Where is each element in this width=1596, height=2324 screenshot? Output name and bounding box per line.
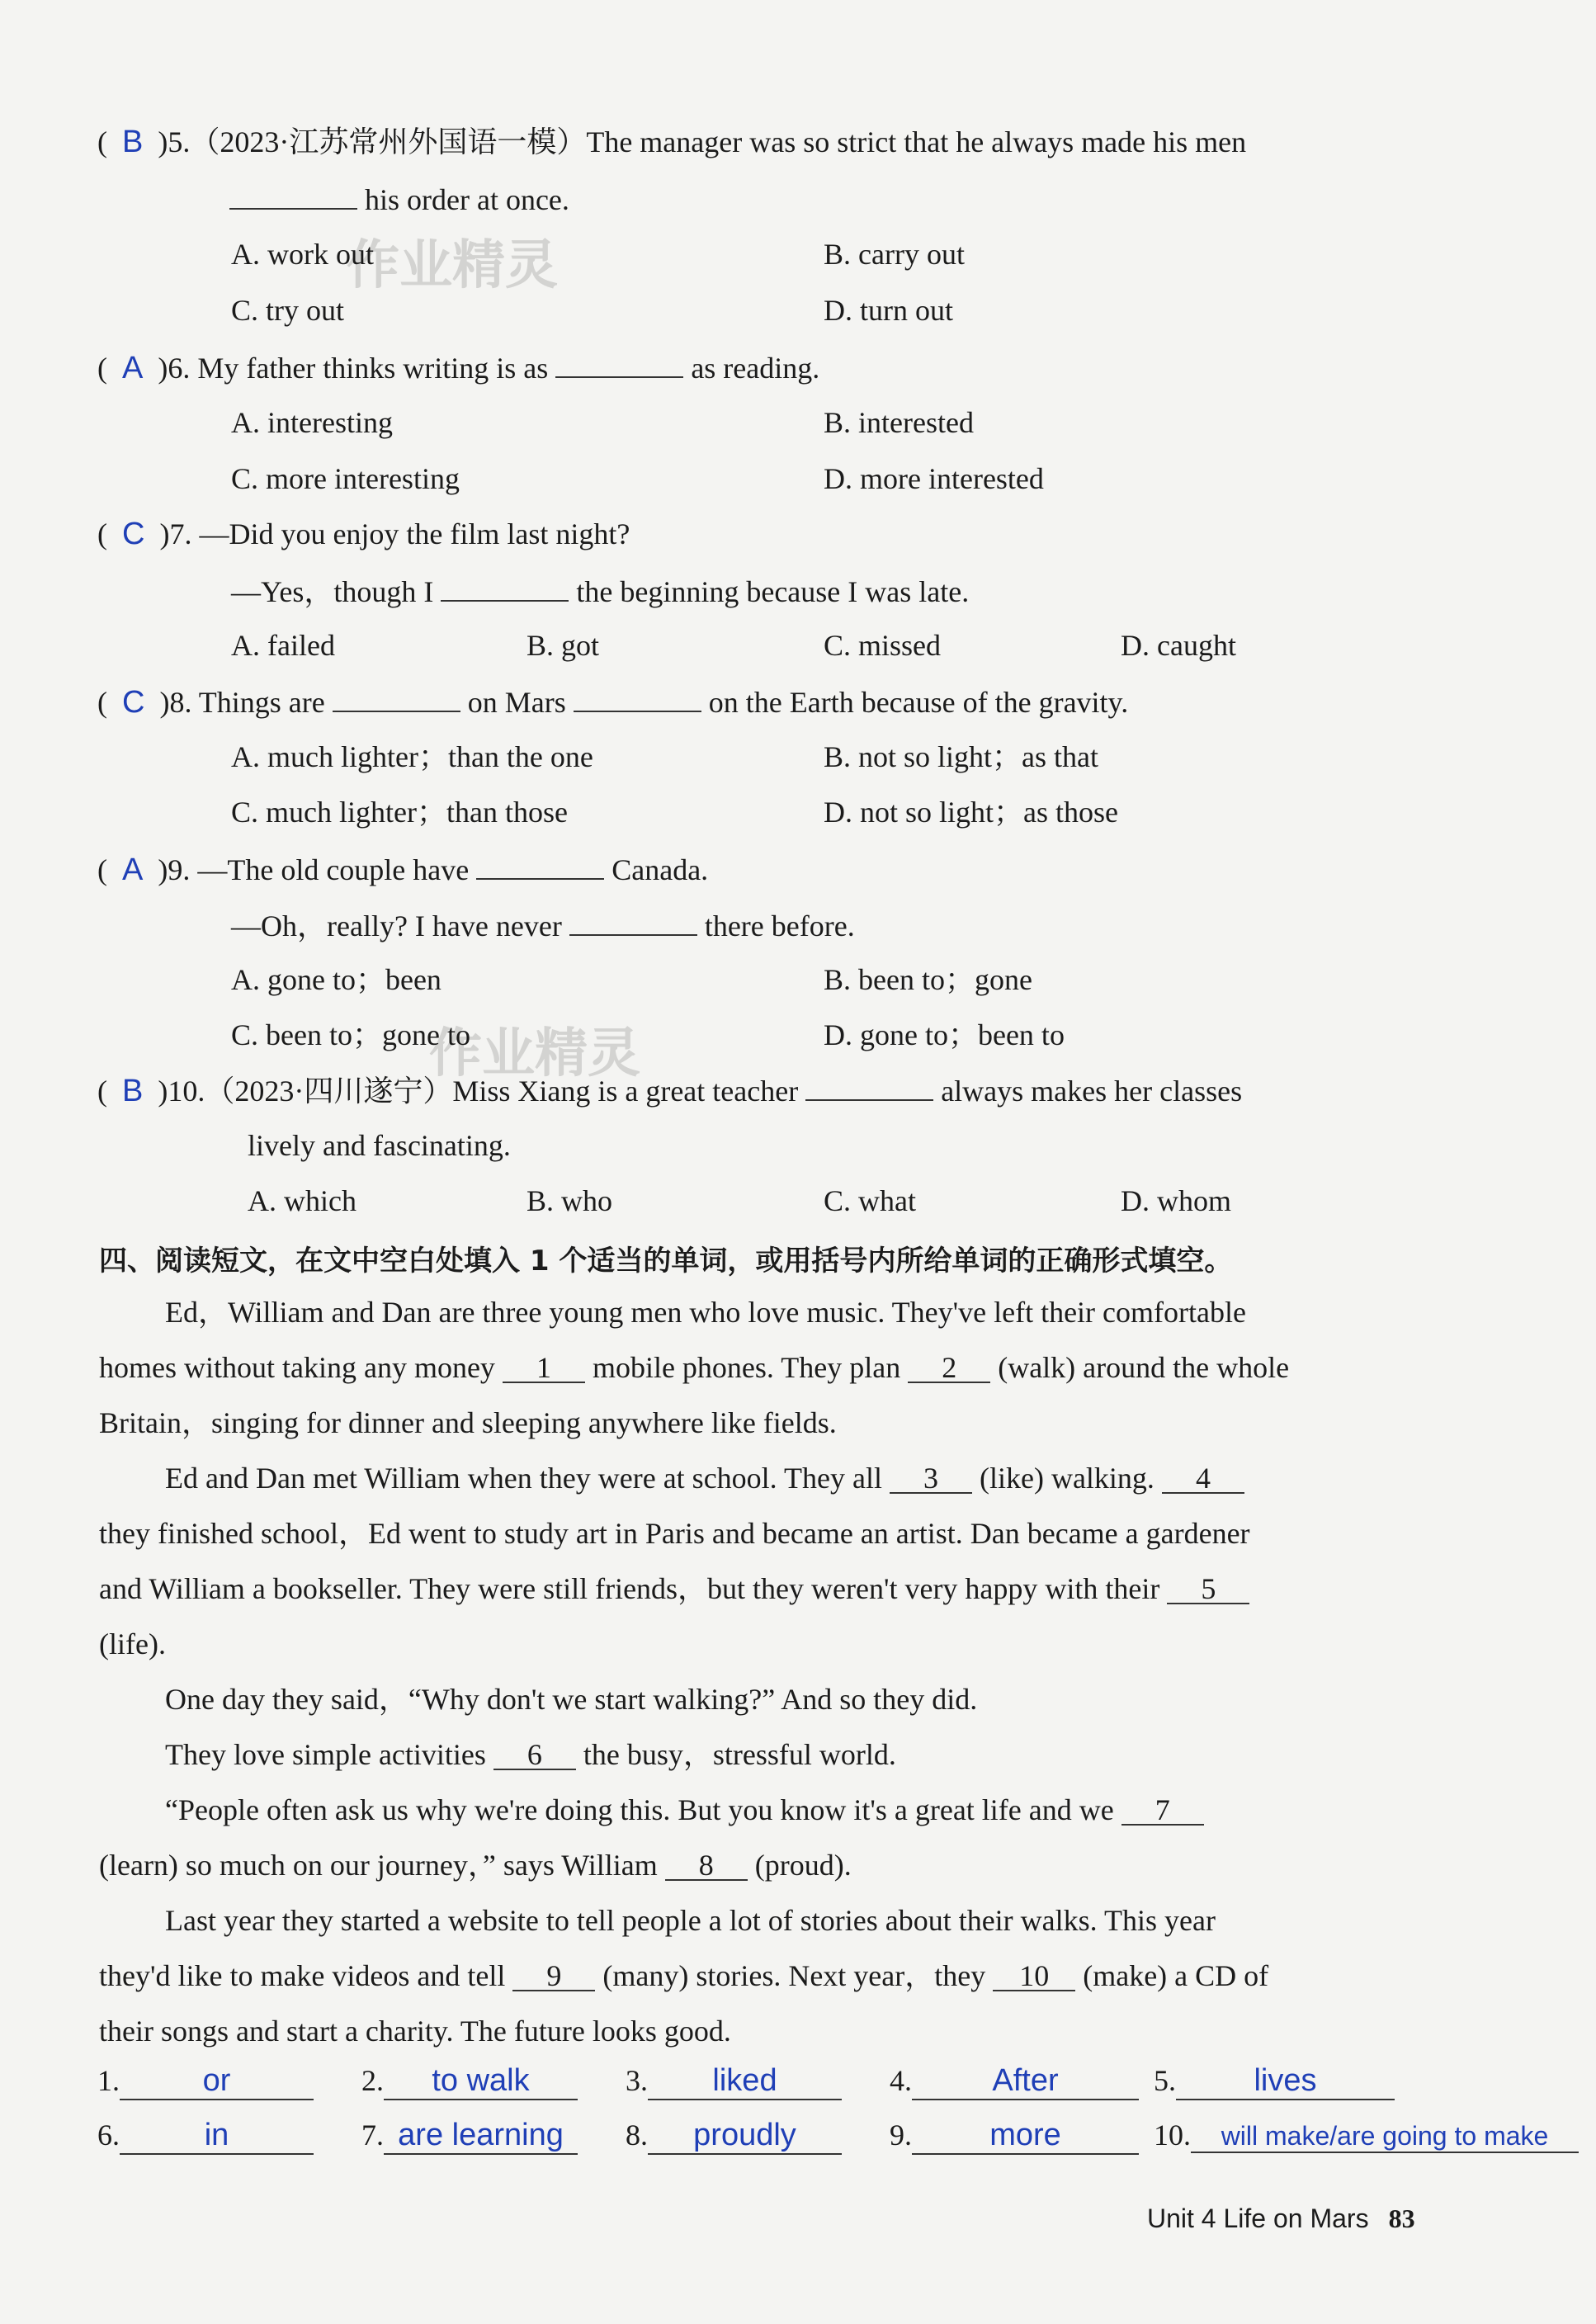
option-c: C. more interesting: [231, 462, 460, 495]
blank: [333, 683, 460, 712]
question-7: ( C )7. —Did you enjoy the film last night?: [97, 517, 630, 551]
answer-9: A: [122, 853, 144, 887]
passage-line: Ed，William and Dan are three young men who love music. They've left their comfortable: [165, 1296, 1246, 1329]
option-b: B. interested: [824, 406, 974, 439]
option-b: B. been to；gone: [824, 963, 1032, 996]
option-d: D. gone to；been to: [824, 1018, 1065, 1051]
question-9: ( A )9. —The old couple have Canada.: [97, 850, 708, 888]
answer-8: C: [122, 685, 145, 720]
watermark: 作业精灵: [347, 235, 558, 296]
option-a: A. which: [248, 1184, 357, 1217]
blank: [555, 348, 683, 378]
option-c: C. try out: [231, 294, 345, 327]
passage-line: (life).: [99, 1627, 166, 1660]
blank: [441, 572, 569, 602]
option-a: A. much lighter；than the one: [231, 740, 593, 773]
watermark: 作业精灵: [429, 1023, 640, 1084]
passage-line: They love simple activities 6 the busy，stressful world.: [165, 1738, 896, 1771]
answer-7: C: [122, 517, 145, 551]
option-b: B. who: [526, 1184, 613, 1217]
option-d: D. not so light；as those: [824, 796, 1118, 829]
blank: [229, 180, 357, 210]
option-a: A. gone to；been: [231, 963, 441, 996]
option-d: D. whom: [1121, 1184, 1231, 1217]
blank: [476, 850, 604, 880]
option-a: A. interesting: [231, 406, 393, 439]
option-d: D. caught: [1121, 629, 1236, 662]
option-b: B. carry out: [824, 238, 965, 271]
blank: [805, 1071, 933, 1101]
passage-line: and William a bookseller. They were still friends，but they weren't very happy with their 5: [99, 1571, 1249, 1607]
passage-line: Britain，singing for dinner and sleeping anywhere like fields.: [99, 1406, 837, 1439]
question-6: ( A )6. My father thinks writing is as as reading.: [97, 348, 819, 386]
passage-line: One day they said，“Why don't we start walking?” And so they did.: [165, 1683, 978, 1716]
question-5: ( B )5.（2023·江苏常州外国语一模）The manager was so strict that he always made his men: [97, 125, 1247, 159]
option-c: C. missed: [824, 629, 942, 662]
passage-line: Ed and Dan met William when they were at school. They all 3 (like) walking. 4: [165, 1460, 1244, 1496]
section-heading: 四、阅读短文，在文中空白处填入 1 个适当的单词，或用括号内所给单词的正确形式填空。: [99, 1245, 1233, 1278]
passage-line: their songs and start a charity. The future looks good.: [99, 2015, 731, 2048]
option-a: A. work out: [231, 238, 374, 271]
passage-line: (learn) so much on our journey，” says William 8 (proud).: [99, 1849, 852, 1882]
passage-line: they finished school，Ed went to study art in Paris and became an artist. Dan became a gardener: [99, 1517, 1250, 1550]
passage-line: Last year they started a website to tell people a lot of stories about their walks. This year: [165, 1904, 1216, 1937]
answer-row-1: 1. or: [97, 2063, 314, 2100]
option-b: B. got: [526, 629, 600, 662]
option-d: D. turn out: [824, 294, 953, 327]
passage-line: homes without taking any money 1 mobile phones. They plan 2 (walk) around the whole: [99, 1351, 1290, 1384]
option-c: C. what: [824, 1184, 916, 1217]
page-footer: [1147, 2204, 1415, 2234]
unit-title: Unit 4 Life on Mars: [1147, 2204, 1369, 2233]
blank: [574, 683, 701, 712]
question-10: ( B )10.（2023·四川遂宁）Miss Xiang is a great teacher always makes her classes: [97, 1071, 1242, 1109]
option-a: A. failed: [231, 629, 335, 662]
answer-10: B: [122, 1074, 144, 1108]
answer-row-2: 6. in: [97, 2118, 314, 2155]
answer-5: B: [122, 125, 144, 159]
answer-6: A: [122, 351, 144, 385]
option-d: D. more interested: [824, 462, 1044, 495]
question-8: ( C )8. Things are on Mars on the Earth because of the gravity.: [97, 683, 1128, 720]
worksheet-page: 作业精灵 作业精灵 ( B )5.（2023·江苏常州外国语一模）The manager was so strict that he always made his men his order at once. A. work out B. carry out C. try out D. turn out ( A )6. My father thinks writing is as as reading. A. interesting B. interested C. more interesting D. more interested ( C )7. —Did you enjoy the film last night? —Yes，though I the beginning because I was late. A. failed B. got C. missed D. caught ( C )8. Things are on Mars on the Earth because of the gravity. A. much lighter；than the one B. not so light；as that C. much lighter；than those D. not so light；as those ( A )9. —The old couple have Canada. —Oh，really? I have never there before. A. gone to；been B. been to；gone C. been to；gone to D. gone to；been to ( B )10.（2023·四川遂宁）Miss Xiang is a great teacher always makes her classes lively and fascinating. A. which B. who C. what D. whom 四、阅读短文，在文中空白处填入 1 个适当的单词，或用括号内所给单词的正确形式填空。 Ed，William and Dan are three young men who love music. They've left their comfortable homes without taking any money 1 mobile phones. They plan 2 (walk) around the whole Britain，singing for dinner and sleeping anywhere like fields. Ed and Dan met William when they were at school. They all 3 (like) walking. 4 they finished school，Ed went to study art in Paris and became an artist. Dan became a gardener and William a bookseller. They were still friends，but they weren't very happy with their 5 (life). One day they said，“Why don't we start walking?” And so they did. They love simple activities 6 the busy，stressful world. “People often ask us why we're doing this. But you know it's a great life and we 7 (learn) so much on our journey，” says William 8 (proud). Last year they started a website to tell people a lot of stories about their walks. This year they'd like to make videos and tell 9 (many) stories. Next year，they 10 (make) a CD of their songs and start a charity. The future looks good. 1. or 2. to walk 3. liked 4. After 5. lives 6. in 7. are learning 8. proudly 9. more 10. will make/are going to make Unit 4 Life on Mars 83: [0, 0, 1596, 2324]
passage-line: they'd like to make videos and tell 9 (many) stories. Next year，they 10 (make) a CD of: [99, 1959, 1269, 1992]
option-c: C. much lighter；than those: [231, 796, 568, 829]
page-number: 83: [1388, 2204, 1415, 2233]
passage-line: “People often ask us why we're doing this. But you know it's a great life and we 7: [165, 1792, 1204, 1828]
option-b: B. not so light；as that: [824, 740, 1098, 773]
option-c: C. been to；gone to: [231, 1018, 470, 1051]
blank: [569, 906, 697, 936]
